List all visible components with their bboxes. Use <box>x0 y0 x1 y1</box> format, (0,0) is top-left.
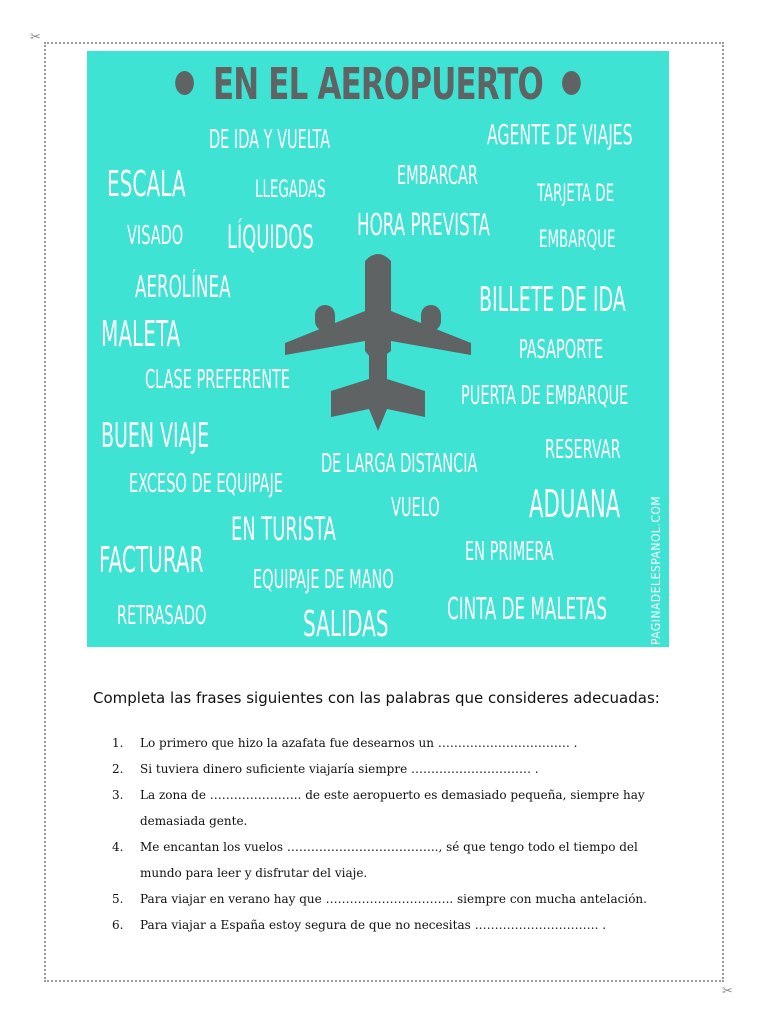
vocabulary-word: PASAPORTE <box>519 335 604 365</box>
bullet-icon <box>176 71 195 95</box>
item-text-line: La zona de ………………….. de este aeropuerto es demasiado pequeña, siempre hay <box>140 788 645 802</box>
exercise-item <box>112 756 692 782</box>
item-text-line: Para viajar en verano hay que ………………………….. siempre con mucha antelación. <box>140 892 647 906</box>
website-credit: PAGINADELESPANOL.COM <box>649 495 663 645</box>
vocabulary-word: EMBARCAR <box>397 161 478 191</box>
vocabulary-word: EN PRIMERA <box>465 537 554 567</box>
vocabulary-word: EMBARQUE <box>539 225 616 253</box>
scissors-icon: ✂ <box>722 984 733 999</box>
poster-title <box>151 59 605 110</box>
item-number: 6. <box>112 918 124 932</box>
vocabulary-word: SALIDAS <box>303 604 389 645</box>
exercise-item <box>112 834 692 886</box>
vocabulary-word: EXCESO DE EQUIPAJE <box>129 469 283 499</box>
item-number: 3. <box>112 788 124 802</box>
item-text-line: Si tuviera dinero suficiente viajaría siempre ………………………… . <box>140 762 539 776</box>
scissors-icon: ✂ <box>30 30 41 45</box>
vocabulary-word: CLASE PREFERENTE <box>145 365 291 395</box>
vocabulary-word: BUEN VIAJE <box>101 416 210 456</box>
vocabulary-word: VUELO <box>391 493 440 523</box>
exercise-list <box>112 730 692 938</box>
exercise-instructions: Completa las frases siguientes con las palabras que consideres adecuadas: <box>93 689 660 707</box>
exercise-item <box>112 782 692 834</box>
vocabulary-word: AGENTE DE VIAJES <box>487 118 633 151</box>
vocabulary-poster <box>87 51 669 647</box>
bullet-icon <box>562 71 581 95</box>
item-number: 1. <box>112 736 124 750</box>
vocabulary-word: AEROLÍNEA <box>135 270 231 305</box>
item-number: 5. <box>112 892 124 906</box>
vocabulary-word: MALETA <box>101 314 181 355</box>
item-text-line: mundo para leer y disfrutar del viaje. <box>140 866 368 880</box>
item-text-line: Lo primero que hizo la azafata fue desearnos un …………………………… . <box>140 736 578 750</box>
airplane-icon <box>285 251 471 431</box>
vocabulary-word: DE LARGA DISTANCIA <box>321 449 478 479</box>
vocabulary-word: ADUANA <box>529 482 621 526</box>
vocabulary-word: HORA PREVISTA <box>357 208 490 243</box>
vocabulary-word: FACTURAR <box>99 540 204 581</box>
vocabulary-word: LLEGADAS <box>255 175 326 203</box>
item-number: 2. <box>112 762 124 776</box>
vocabulary-word: CINTA DE MALETAS <box>447 592 608 627</box>
item-text-line: demasiada gente. <box>140 814 248 828</box>
exercise-item <box>112 886 692 912</box>
vocabulary-word: LÍQUIDOS <box>227 218 314 256</box>
vocabulary-word: BILLETE DE IDA <box>479 280 626 320</box>
poster-title-text: EN EL AEROPUERTO <box>212 59 544 110</box>
exercise-item <box>112 912 692 938</box>
vocabulary-word: EN TURISTA <box>231 510 336 548</box>
item-text-line: Para viajar a España estoy segura de que no necesitas …………………………. . <box>140 918 607 932</box>
vocabulary-word: TARJETA DE <box>537 179 615 207</box>
item-text-line: Me encantan los vuelos ……………………………….., sé que tengo todo el tiempo del <box>140 840 638 854</box>
vocabulary-word: PUERTA DE EMBARQUE <box>461 381 629 411</box>
vocabulary-word: RESERVAR <box>545 435 621 465</box>
vocabulary-word: VISADO <box>127 221 184 251</box>
exercise-item <box>112 730 692 756</box>
vocabulary-word: ESCALA <box>107 164 186 205</box>
vocabulary-word: RETRASADO <box>117 601 207 631</box>
vocabulary-word: DE IDA Y VUELTA <box>209 125 331 155</box>
vocabulary-word: EQUIPAJE DE MANO <box>253 565 394 595</box>
item-number: 4. <box>112 840 124 854</box>
